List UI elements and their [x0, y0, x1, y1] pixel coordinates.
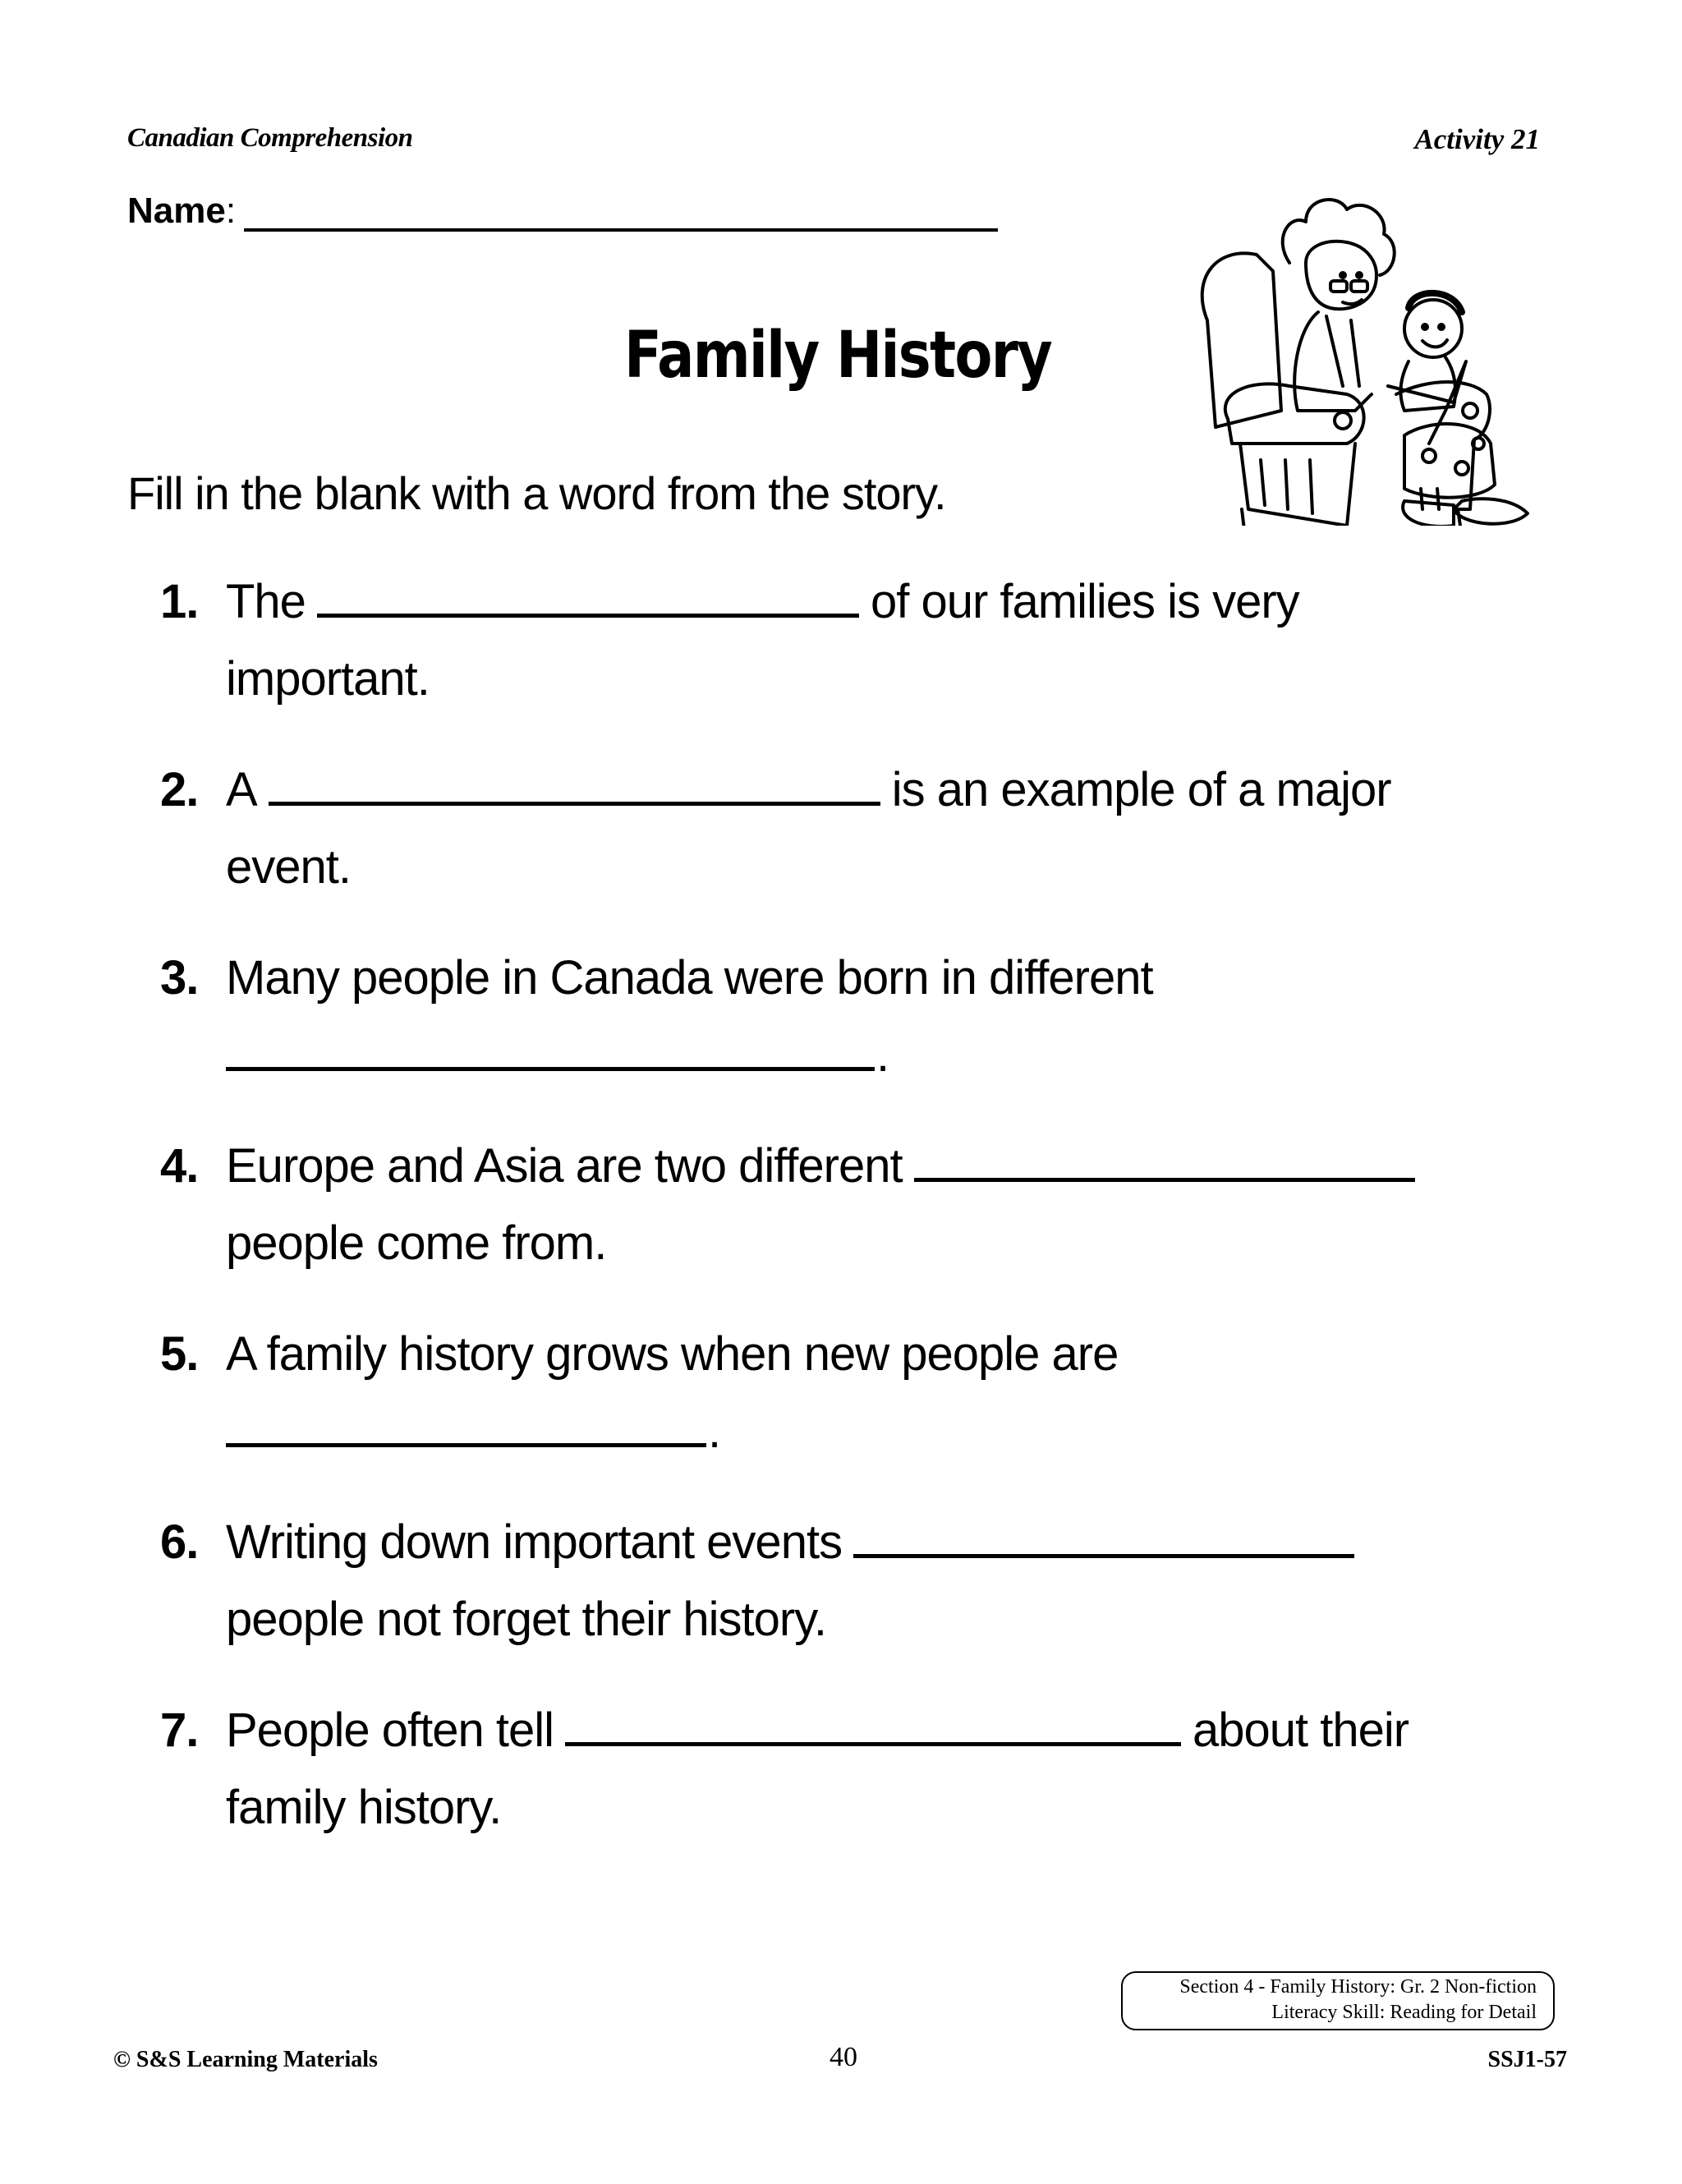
question-text: Many people in Canada were born in different: [226, 951, 1153, 1005]
question-text: Europe and Asia are two different: [226, 1139, 903, 1193]
question-text-continued: important.: [226, 652, 430, 706]
question-1: [160, 563, 1556, 718]
question-text: about their: [1192, 1704, 1409, 1757]
footer-page-number: 40: [830, 2042, 857, 2072]
question-7: [160, 1692, 1556, 1846]
question-3: [160, 940, 1556, 1094]
activity-label: Activity 21: [1414, 123, 1540, 155]
question-number: 4.: [160, 1139, 199, 1193]
section-info-line-1: Section 4 - Family History: Gr. 2 Non-fiction: [1179, 1976, 1537, 1998]
question-6: [160, 1504, 1556, 1658]
answer-blank-6[interactable]: [853, 1515, 1354, 1558]
question-text: is an example of a major: [891, 763, 1391, 816]
question-text-continued: family history.: [226, 1781, 502, 1834]
question-number: 5.: [160, 1327, 199, 1381]
name-colon: :: [225, 191, 237, 231]
question-text: Writing down important events: [226, 1515, 843, 1569]
answer-blank-2[interactable]: [269, 762, 880, 806]
question-number: 3.: [160, 951, 199, 1005]
question-text: The: [226, 575, 306, 628]
question-punctuation: .: [708, 1405, 721, 1458]
footer-code: SSJ1-57: [1487, 2047, 1567, 2072]
name-field-row: [127, 191, 998, 232]
answer-blank-3[interactable]: [226, 1028, 875, 1071]
question-2: [160, 752, 1556, 906]
question-number: 2.: [160, 763, 199, 816]
name-label: Name: [127, 191, 226, 231]
question-4: [160, 1128, 1556, 1282]
question-number: 7.: [160, 1704, 199, 1757]
question-text-continued: people not forget their history.: [226, 1593, 827, 1646]
question-text-continued: people come from.: [226, 1216, 607, 1270]
question-5: [160, 1316, 1556, 1470]
grandmother-reading-illustration-icon: [1183, 164, 1544, 526]
answer-blank-5[interactable]: [226, 1404, 706, 1447]
question-number: 6.: [160, 1515, 199, 1569]
page-title: Family History: [624, 319, 1052, 393]
question-text-continued: event.: [226, 840, 351, 894]
question-text: A family history grows when new people are: [226, 1327, 1119, 1381]
section-info-box: [1121, 1971, 1555, 2030]
answer-blank-7[interactable]: [565, 1703, 1181, 1746]
question-text: of our families is very: [870, 575, 1299, 628]
answer-blank-1[interactable]: [317, 574, 859, 618]
question-punctuation: .: [876, 1028, 889, 1082]
book-title: Canadian Comprehension: [127, 123, 413, 153]
question-text: People often tell: [226, 1704, 554, 1757]
instructions: Fill in the blank with a word from the story.: [127, 467, 946, 519]
answer-blank-4[interactable]: [914, 1138, 1415, 1182]
question-text: A: [226, 763, 257, 816]
footer-copyright: © S&S Learning Materials: [113, 2047, 378, 2072]
section-info-line-2: Literacy Skill: Reading for Detail: [1271, 2002, 1537, 2023]
question-number: 1.: [160, 575, 199, 628]
name-input-line[interactable]: [244, 195, 998, 232]
